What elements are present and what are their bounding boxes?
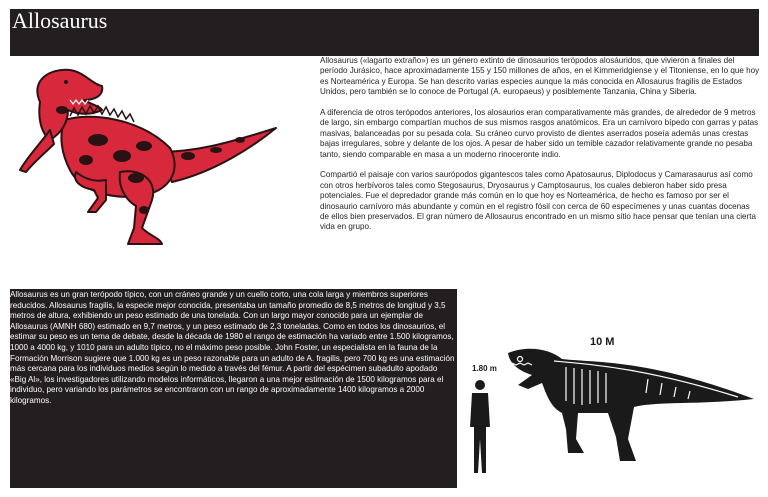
page-title: Allosaurus bbox=[12, 8, 108, 33]
dino-silhouette bbox=[508, 349, 754, 461]
human-height-label: 1.80 m bbox=[472, 364, 497, 373]
intro-text bbox=[320, 56, 760, 243]
intro-paragraph: Allosaurus («lagarto extraño») es un género extinto de dinosaurios terópodos alosáuridos, que vivieron a finales del período Jurásico, hace aproximadamente 155 y 150 millones de años, en el Kimmeridgiense y el Titoniense, en lo que hoy es Norteamérica y Europa. Se han descrito varias especies aunque la más conocida en Allosaurus fragilis de Estados Unidos, pero también se lo conoce de Portugal (A. europaeus) y posiblemente Tanzania, China y Siberia. bbox=[320, 56, 760, 97]
dino-arm bbox=[20, 130, 54, 172]
intro-paragraph: Compartió el paisaje con varios saurópodos gigantescos tales como Apatosaurus, Diplodocus y Camarasaurus así como con otros herbívoros tales como Stegosaurus, Dryosaurus y Camptosaurus, los cuales debieron haber sido presa potenciales. Fue el depredador grande más común en lo que hoy es Norteamérica, de hecho es famoso por ser el dinosaurio carnívoro más abundante y común en el registro fósil con cerca de 60 especímenes y unas cuantas docenas de ellos bien preservados. El gran número de Allosaurus encontrado en un mismo sitio hace pensar que tenían una cierta vida en grupo. bbox=[320, 170, 756, 232]
length-label: 10 M bbox=[590, 336, 615, 348]
description-text: Allosaurus es un gran terópodo típico, con un cráneo grande y un cuello corto, una cola larga y miembros superiores reducidos. Allosaurus fragilis, la especie mejor conocida, presentaba un tamaño promedio de 8,5 metros de longitud y 3,5 metros de altura, exhibiendo un peso estimado de una tonelada. Con un largo mayor conocido para un ejemplar de Allosaurus (AMNH 680) estimado en 9,7 metros, y un peso estimado de 2,3 toneladas. Como en todos los dinosaurios, el estimar su peso es un tema de debate, desde la década de 1980 el rango de estimación ha variado entre 1.500 kilogramos, 1000 a 4000 kg, y 1010 para un adulto típico, no el máximo peso posible. John Foster, un especialista en la fauna de la Formación Morrison sugiere que 1.000 kg es un peso razonable para un adulto de A. fragilis, pero 700 kg es una estimación más cercana para los individuos medios según lo medido a través del fémur. A partir del espécimen subadulto apodado «Big Al», los investigadores utilizando modelos informáticos, llegaron a una mejor estimación de 1500 kilogramos para el individuo, pero variando los parámetros se encontraron con un rango de aproximadamente 1400 kilogramos a 2000 kilogramos. bbox=[10, 290, 455, 405]
skeleton-comparison-illustration bbox=[458, 289, 758, 488]
description-panel bbox=[10, 289, 457, 488]
human-silhouette bbox=[470, 380, 490, 473]
title-bar bbox=[10, 9, 759, 56]
allosaurus-illustration bbox=[10, 60, 280, 260]
intro-paragraph: A diferencia de otros terópodos anteriores, los alosaurios eran comparativamente más grandes, de alrededor de 9 metros de largo, sin embargo compartían muchos de sus mismos rasgos anatómicos. Era un carnívoro bípedo con garras y patas masivas, balanceadas por su pesada cola. Su cráneo curvo provisto de dientes aserrados poseía además unas crestas bajas irregulares, sobre y delante de los ojos. A pesar de haber sido un temible cazador relativamente grande no pesaba tanto, siendo comparable en masa a un moderno rinoceronte indio. bbox=[320, 108, 759, 159]
dino-tail bbox=[158, 128, 276, 182]
